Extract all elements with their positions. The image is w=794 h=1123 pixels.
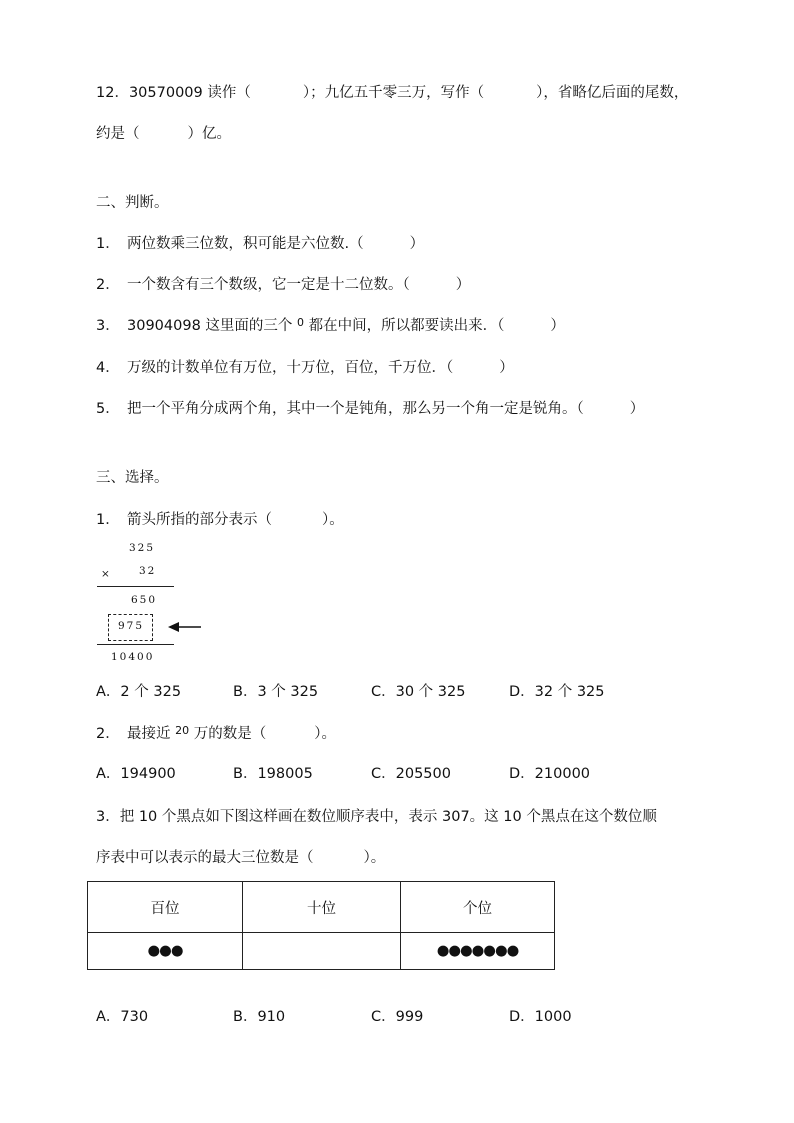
tens-dots bbox=[243, 933, 401, 970]
q12-line1 bbox=[96, 81, 688, 102]
mult-rule-bottom bbox=[97, 644, 174, 645]
product-result: 10400 bbox=[111, 651, 155, 663]
question-text-end: ）。 bbox=[322, 512, 344, 528]
option-d[interactable]: D．32 个 325 bbox=[509, 684, 605, 700]
judge-item-text: 一个数含有三个数级，它一定是十二位数。（ bbox=[127, 277, 410, 293]
judge-item-2 bbox=[96, 273, 470, 294]
hundreds-dots: ●●● bbox=[88, 933, 243, 970]
q12-text-e: ）亿。 bbox=[187, 126, 231, 142]
question-sup: 20 bbox=[175, 724, 190, 737]
option-a[interactable]: A．194900 bbox=[96, 766, 176, 782]
option-d[interactable]: D．1000 bbox=[509, 1009, 572, 1025]
q12-text-b: ）；九亿五千零三万，写作（ bbox=[302, 85, 485, 101]
option-a[interactable]: A．730 bbox=[96, 1009, 149, 1025]
arrow-icon bbox=[168, 620, 202, 638]
option-c[interactable]: C．205500 bbox=[371, 766, 451, 782]
judge-close-paren: ） bbox=[499, 360, 514, 376]
q12-text-c: ），省略亿后面的尾数， bbox=[536, 85, 689, 101]
table-header-row bbox=[88, 882, 555, 933]
judge-item-number: 3． bbox=[96, 318, 120, 334]
judge-item-number: 4． bbox=[96, 360, 120, 376]
header-tens: 十位 bbox=[243, 882, 401, 933]
times-sign: × bbox=[101, 568, 112, 580]
judge-item-5 bbox=[96, 397, 644, 418]
judge-item-text: 30904098 这里面的三个 bbox=[127, 318, 298, 334]
judge-close-paren: ） bbox=[455, 277, 471, 293]
judge-item-3 bbox=[96, 314, 565, 335]
option-b[interactable]: B．910 bbox=[233, 1009, 286, 1025]
header-ones: 个位 bbox=[401, 882, 555, 933]
judge-item-number: 5． bbox=[96, 401, 120, 417]
option-c[interactable]: C．999 bbox=[371, 1009, 424, 1025]
option-b[interactable]: B．198005 bbox=[233, 766, 313, 782]
mult-rule-top bbox=[97, 586, 174, 587]
question-number: 2． bbox=[96, 726, 120, 742]
judge-item-number: 2． bbox=[96, 277, 120, 293]
judge-item-text: 万级的计数单位有万位，十万位，百位，千万位．（ bbox=[127, 360, 454, 376]
question-text: 箭头所指的部分表示（ bbox=[127, 512, 272, 528]
judge-close-paren: ） bbox=[409, 236, 425, 252]
section3-title: 三、选择。 bbox=[96, 470, 169, 486]
section2-title: 二、判断。 bbox=[96, 195, 169, 211]
judge-item-sup: 0 bbox=[297, 316, 305, 329]
q12-line2 bbox=[96, 122, 231, 143]
question-text-end: ）。 bbox=[363, 850, 386, 866]
choice-q3-stem-line1: 3．把 10 个黑点如下图这样画在数位顺序表中，表示 307。这 10 个黑点在这个数位顺 bbox=[96, 809, 657, 825]
q12-text-a: 12．30570009 读作（ bbox=[96, 85, 251, 101]
question-text: 最接近 bbox=[127, 726, 176, 742]
choice-q1-stem bbox=[96, 508, 344, 529]
judge-item-text: 两位数乘三位数，积可能是六位数.（ bbox=[127, 236, 364, 252]
partial-product-2: 975 bbox=[118, 620, 145, 632]
judge-item-1 bbox=[96, 232, 424, 253]
judge-item-text: 把一个平角分成两个角，其中一个是钝角，那么另一个角一定是锐角。（ bbox=[127, 401, 584, 417]
q12-text-d: 约是（ bbox=[96, 126, 140, 142]
partial-product-1: 650 bbox=[131, 594, 158, 606]
question-text-end: ）。 bbox=[314, 726, 336, 742]
multiplicand: 325 bbox=[129, 542, 156, 554]
ones-dots: ●●●●●●● bbox=[401, 933, 555, 970]
option-a[interactable]: A．2 个 325 bbox=[96, 684, 182, 700]
header-hundreds: 百位 bbox=[88, 882, 243, 933]
judge-item-4 bbox=[96, 356, 514, 377]
judge-close-paren: ） bbox=[629, 401, 645, 417]
option-b[interactable]: B．3 个 325 bbox=[233, 684, 319, 700]
option-d[interactable]: D．210000 bbox=[509, 766, 591, 782]
judge-item-text-cont: 都在中间，所以都要读出来．（ bbox=[304, 318, 505, 334]
table-row bbox=[88, 933, 555, 970]
question-text: 序表中可以表示的最大三位数是（ bbox=[96, 850, 314, 866]
judge-item-number: 1． bbox=[96, 236, 120, 252]
judge-close-paren: ） bbox=[550, 318, 565, 334]
multiplier: 32 bbox=[139, 565, 157, 577]
place-value-table bbox=[87, 881, 555, 970]
choice-q2-stem bbox=[96, 722, 336, 743]
choice-q3-stem-line2 bbox=[96, 846, 385, 867]
question-number: 1． bbox=[96, 512, 120, 528]
question-text-cont: 万的数是（ bbox=[189, 726, 267, 742]
option-c[interactable]: C．30 个 325 bbox=[371, 684, 466, 700]
